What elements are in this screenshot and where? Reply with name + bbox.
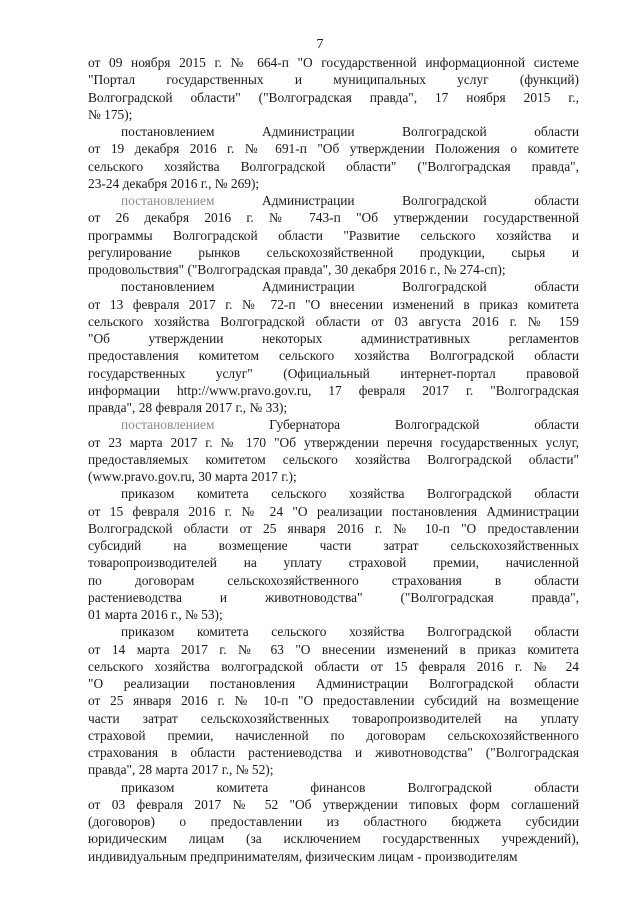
text-line: 01 марта 2016 г., № 53); xyxy=(88,607,223,622)
document-body xyxy=(88,54,579,865)
text-line: индивидуальным предпринимателям, физическим лицам - производителям xyxy=(88,848,518,864)
text-line: постановлением Губернатора Волгоградской области xyxy=(121,417,579,433)
text-line: (договоров) о предоставлении из областного бюджета субсидии xyxy=(88,814,579,829)
text-line: правда", 28 февраля 2017 г., № 33); xyxy=(88,400,288,415)
text-line: сельского хозяйства Волгоградской области от 03 августа 2016 г. № 159 xyxy=(88,313,579,329)
text-line: страховой премии, начисленной по договорам сельскохозяйственного xyxy=(88,727,579,743)
paragraph xyxy=(88,779,579,865)
paragraph xyxy=(88,623,579,778)
text-line: от 14 марта 2017 г. № 63 "О внесении изменений в приказ комитета xyxy=(88,641,579,657)
paragraph xyxy=(88,192,579,278)
text-line: от 13 февраля 2017 г. № 72-п "О внесении изменений в приказ комитета xyxy=(88,296,579,312)
text-line: части затрат сельскохозяйственных товаропроизводителей на уплату xyxy=(88,710,579,726)
text-line: сельского хозяйства Волгоградской области" ("Волгоградская правда", xyxy=(88,158,579,174)
text-line: программы Волгоградской области "Развитие сельского хозяйства и xyxy=(88,227,579,243)
paragraph xyxy=(88,54,579,123)
paragraph xyxy=(88,485,579,623)
text-line: от 26 декабря 2016 г. № 743-п "Об утверждении государственной xyxy=(88,210,579,226)
text-line: постановлением Администрации Волгоградской области xyxy=(121,124,579,139)
text-line: по договорам сельскохозяйственного страхования в области xyxy=(88,572,579,588)
text-line: предоставляемых комитетом сельского хозяйства Волгоградской области" xyxy=(88,451,579,467)
text-line: "Портал государственных и муниципальных услуг (функций) xyxy=(88,72,579,88)
paragraph xyxy=(88,416,579,485)
text-line: приказом комитета сельского хозяйства Волгоградской области xyxy=(121,486,579,502)
text-line: от 23 марта 2017 г. № 170 "Об утверждении перечня государственных услуг, xyxy=(88,434,579,450)
text-line: продовольствия" ("Волгоградская правда", 30 декабря 2016 г., № 274-сп); xyxy=(88,262,506,277)
text-line: правда", 28 марта 2017 г., № 52); xyxy=(88,762,274,778)
text-line: от 03 февраля 2017 № 52 "Об утверждении типовых форм соглашений xyxy=(88,796,579,812)
text-line: приказом комитета финансов Волгоградской области xyxy=(121,779,579,795)
text-line: приказом комитета сельского хозяйства Волгоградской области xyxy=(121,624,579,640)
text-line: страхования в области растениеводства и животноводства" ("Волгоградская xyxy=(88,745,579,760)
text-line: от 25 января 2016 г. № 10-п "О предоставлении субсидий на возмещение xyxy=(88,693,579,709)
text-line: "Об утверждении некоторых административных регламентов xyxy=(88,331,579,346)
text-line: постановлением Администрации Волгоградской области xyxy=(121,279,579,295)
text-line: (www.pravo.gov.ru, 30 марта 2017 г.); xyxy=(88,469,297,484)
text-line: Волгоградской области от 25 января 2016 г. № 10-п "О предоставлении xyxy=(88,520,579,536)
text-line: растениеводства и животноводства" ("Волгоградская правда", xyxy=(88,589,579,605)
text-line: юридическим лицам (за исключением государственных учреждений), xyxy=(88,831,579,847)
text-line: субсидий на возмещение части затрат сельскохозяйственных xyxy=(88,538,579,553)
text-line: от 15 февраля 2016 г. № 24 "О реализации постановления Администрации xyxy=(88,503,579,519)
text-line: предоставления комитетом сельского хозяйства Волгоградской области xyxy=(88,348,579,364)
paragraph xyxy=(88,123,579,192)
text-line: № 175); xyxy=(88,106,133,122)
paragraph xyxy=(88,278,579,416)
text-line: постановлением Администрации Волгоградской области xyxy=(121,193,579,208)
text-line: товаропроизводителей на уплату страховой премии, начисленной xyxy=(88,555,579,571)
text-line: от 09 ноября 2015 г. № 664-п "О государственной информационной системе xyxy=(88,55,579,70)
text-line: информации http://www.pravo.gov.ru, 17 февраля 2017 г. "Волгоградская xyxy=(88,382,579,398)
text-line: государственных услуг" (Официальный интернет-портал правовой xyxy=(88,365,579,381)
text-line: регулирование рынков сельскохозяйственной продукции, сырья и xyxy=(88,244,579,260)
text-line: 23-24 декабря 2016 г., № 269); xyxy=(88,175,260,191)
text-line: "О реализации постановления Администрации Волгоградской области xyxy=(88,676,579,691)
text-line: сельского хозяйства волгоградской области от 15 февраля 2016 г. № 24 xyxy=(88,658,579,674)
page-number: 7 xyxy=(316,37,324,52)
text-line: Волгоградской области" ("Волгоградская правда", 17 ноября 2015 г., xyxy=(88,89,579,105)
text-line: от 19 декабря 2016 г. № 691-п "Об утверждении Положения о комитете xyxy=(88,141,579,157)
